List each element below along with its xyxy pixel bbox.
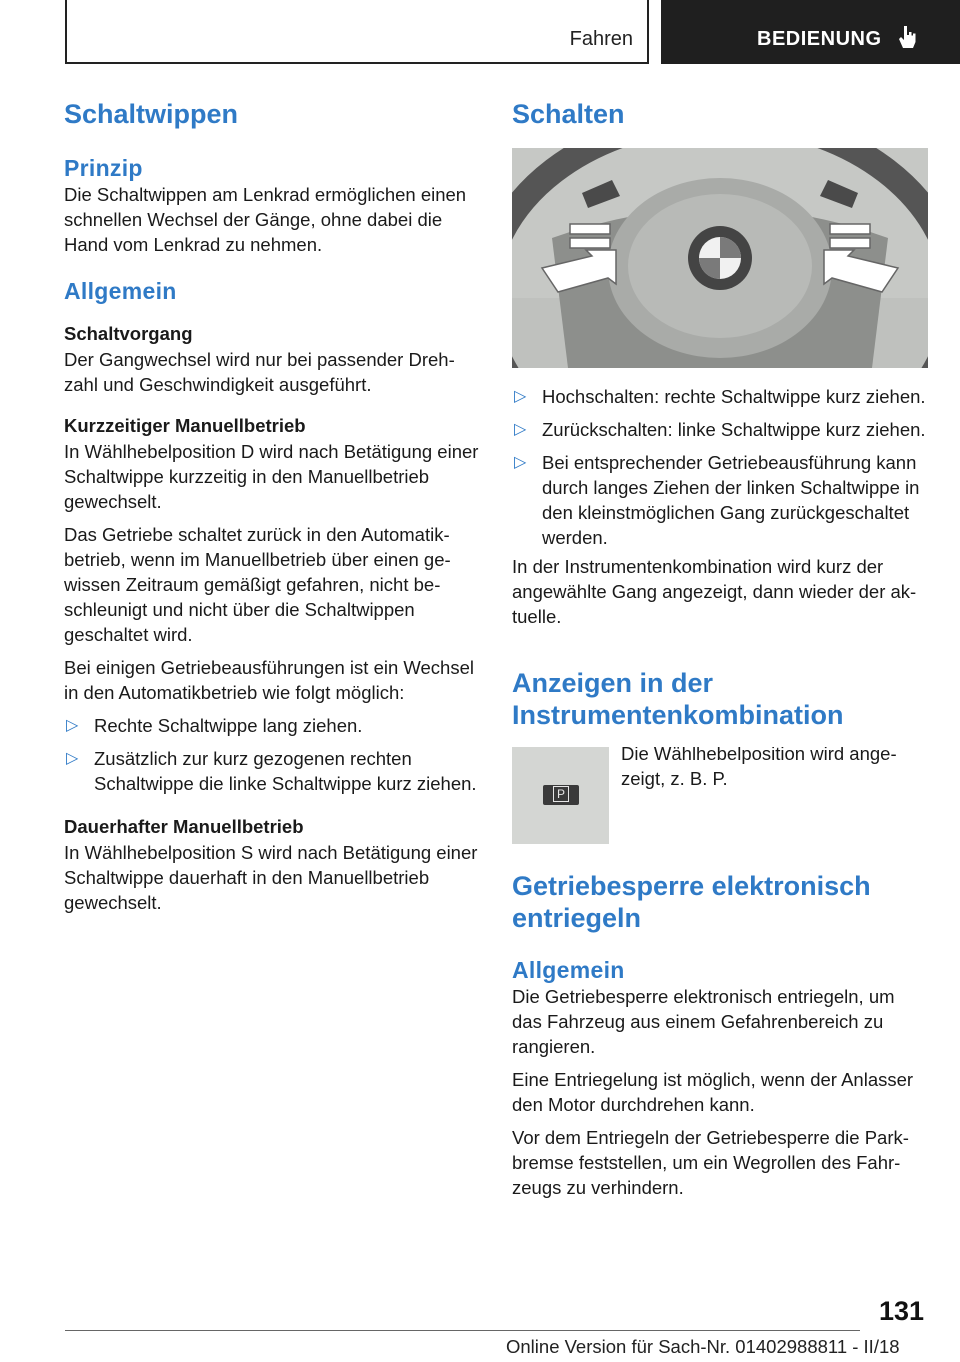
footer-divider bbox=[65, 1330, 860, 1331]
steering-wheel-illustration bbox=[512, 148, 928, 368]
gear-letter: P bbox=[553, 786, 569, 802]
list-item: ▷ Bei entsprechender Getriebeausführung kann durch langes Ziehen der linken Schaltwippe in den kleinstmöglichen Gang zurückgeschaltet werden. bbox=[514, 452, 920, 548]
list-item: ▷ Zurückschalten: linke Schaltwippe kurz ziehen. bbox=[514, 419, 926, 440]
header-section-tab bbox=[65, 0, 649, 64]
schalten-text: In der Instrumentenkombination wird kurz der angewählte Gang angezeigt, dann wieder der aktuelle. bbox=[512, 556, 917, 627]
list-item: ▷ Zusätzlich zur kurz gezogenen rechten Schaltwippe die linke Schaltwippe kurz ziehen. bbox=[66, 748, 477, 794]
kurzzeitig-text-1: In Wählhebelposition D wird nach Betätigung einer Schaltwippe kurzzeitig in den Manuellbetrieb gewechselt. bbox=[64, 441, 479, 512]
kurzzeitig-heading: Kurzzeitiger Manuellbetrieb bbox=[64, 415, 306, 436]
header-section-label: Fahren bbox=[569, 28, 633, 50]
display-thumbnail bbox=[512, 747, 609, 844]
triangle-right-icon: ▷ bbox=[66, 750, 79, 767]
getriebe-text-3: Vor dem Entriegeln der Getriebesperre die Parkbremse feststellen, um ein Wegrollen des Fahrzeugs zu verhindern. bbox=[512, 1127, 909, 1198]
getriebe-allgemein-heading: Allgemein bbox=[512, 957, 625, 983]
gear-display bbox=[543, 785, 579, 805]
schalten-list bbox=[512, 384, 928, 550]
kurzzeitig-text-2: Das Getriebe schaltet zurück in den Automatikbetrieb, wenn im Manuellbetrieb über einen gewissen Zeitraum gemäßigt gefahren, nicht beschleunigt und nicht über die Schaltwippen geschaltet wird. bbox=[64, 524, 451, 645]
left-column bbox=[64, 98, 482, 915]
getriebe-text-2: Eine Entriegelung ist möglich, wenn der Anlasser den Motor durchdrehen kann. bbox=[512, 1069, 914, 1115]
page-number: 131 bbox=[878, 1296, 924, 1326]
list-item: ▷ Rechte Schaltwippe lang ziehen. bbox=[66, 715, 363, 736]
prinzip-heading: Prinzip bbox=[64, 155, 143, 181]
right-column bbox=[512, 98, 928, 1200]
footer-online-version: Online Version für Sach-Nr. 01402988811 - II/18 bbox=[506, 1336, 900, 1357]
anzeigen-block bbox=[512, 747, 928, 844]
getriebesperre-heading: Getriebesperre elektronisch entriegeln bbox=[512, 871, 871, 933]
getriebe-text-1: Die Getriebesperre elektronisch entriegeln, um das Fahrzeug aus einem Gefahrenbereich zu rangieren. bbox=[512, 986, 895, 1057]
dauerhaft-text: In Wählhebelposition S wird nach Betätigung einer Schaltwippe dauerhaft in den Manuellbetrieb gewechselt. bbox=[64, 842, 478, 913]
triangle-right-icon: ▷ bbox=[66, 717, 79, 734]
kurzzeitig-text-3: Bei einigen Getriebeausführungen ist ein Wechsel in den Automatikbetrieb wie folgt möglich: bbox=[64, 657, 474, 703]
hand-pointer-icon bbox=[897, 24, 919, 50]
page-title: Schaltwippen bbox=[64, 99, 239, 129]
triangle-right-icon: ▷ bbox=[514, 454, 527, 471]
schaltvorgang-heading: Schaltvorgang bbox=[64, 323, 193, 344]
wechsel-list bbox=[64, 713, 482, 796]
triangle-right-icon: ▷ bbox=[514, 421, 527, 438]
anzeigen-heading: Anzeigen in der Instrumentenkombination bbox=[512, 668, 844, 730]
schaltvorgang-text: Der Gangwechsel wird nur bei passender Drehzahl und Geschwindigkeit ausgeführt. bbox=[64, 349, 455, 395]
allgemein-heading: Allgemein bbox=[64, 278, 177, 304]
header-chapter-label: BEDIENUNG bbox=[757, 28, 882, 50]
steering-wheel-image bbox=[512, 148, 928, 368]
dauerhaft-heading: Dauerhafter Manuellbetrieb bbox=[64, 816, 304, 837]
header-chapter-tab bbox=[661, 0, 960, 64]
anzeigen-text: Die Wählhebelposition wird angezeigt, z. B. P. bbox=[621, 747, 897, 789]
prinzip-text: Die Schaltwippen am Lenkrad ermöglichen einen schnellen Wechsel der Gänge, ohne dabei die Hand vom Lenkrad zu nehmen. bbox=[64, 184, 467, 255]
schalten-heading: Schalten bbox=[512, 99, 625, 129]
list-item: ▷ Hochschalten: rechte Schaltwippe kurz ziehen. bbox=[514, 386, 926, 407]
triangle-right-icon: ▷ bbox=[514, 388, 527, 405]
